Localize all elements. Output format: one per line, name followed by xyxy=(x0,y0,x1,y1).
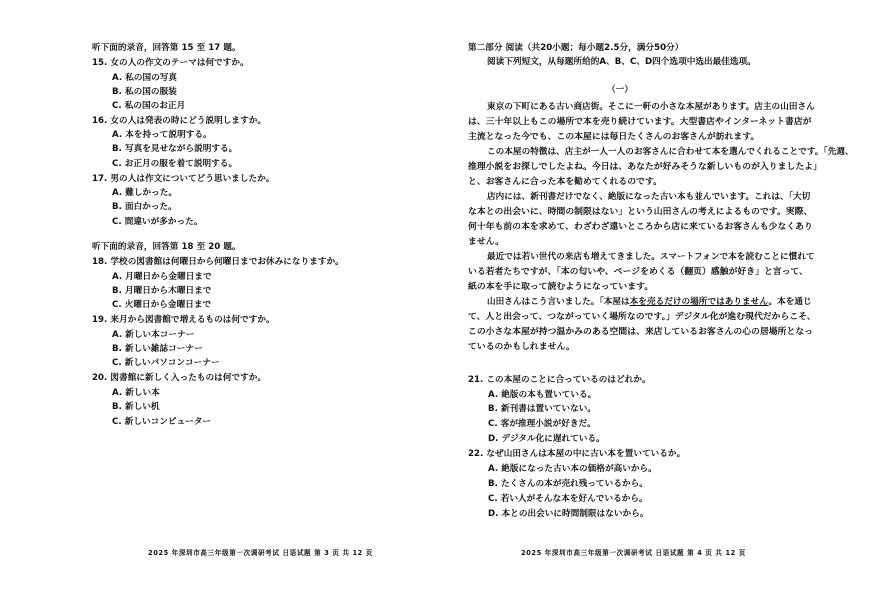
option-15a: A. 私の国の写真 xyxy=(112,73,178,83)
option-15b: B. 私の国の服装 xyxy=(112,87,177,97)
passage-number: （一） xyxy=(607,85,633,95)
question-15: 15. 女の人の作文のテーマは何ですか。 xyxy=(92,58,249,68)
option-17c: C. 間違いが多かった。 xyxy=(112,217,203,227)
passage-line: 店内には、新刊書だけでなく、絶版になった古い本も並んでいます。これは、「大切 xyxy=(487,192,811,202)
page-footer: 2025 年深圳市高三年级第一次调研考试 日语试题 第 3 页 共 12 页 xyxy=(148,549,373,557)
passage-line: 推理小説をお探しでしたよね。今日は、あなたが好みそうな新しいものが入りましたよ」 xyxy=(468,162,822,172)
passage-line: 最近では若い世代の来店も増えてきました。スマートフォンで本を読むことに慣れて xyxy=(487,252,815,262)
option-16a: A. 本を持って説明する。 xyxy=(112,130,212,140)
option-18a: A. 月曜日から金曜日まで xyxy=(112,272,212,282)
option-21b: B. 新刊書は置いていない。 xyxy=(488,404,597,414)
passage-line: ているのかもしれません。 xyxy=(468,342,575,352)
passage-line: 何十年も前の本を求めて、わざわざ遠いところから店に来ているお客さんも少なくあり xyxy=(468,222,813,232)
passage-line: て、人と出会って、つながっていく場所なのです。」デジタル化が進む現代だからこそ、 xyxy=(468,312,816,322)
option-16c: C. お正月の服を着て説明する。 xyxy=(112,159,238,169)
passage-line: は、三十年以上もこの場所で本を売り続けています。大型書店やインターネット書店が xyxy=(468,117,812,127)
option-18b: B. 月曜日から木曜日まで xyxy=(112,286,212,296)
option-17a: A. 難しかった。 xyxy=(112,188,178,198)
option-16b: B. 写真を見せながら説明する。 xyxy=(112,144,238,154)
option-21c: C. 客が推理小説が好きだ。 xyxy=(488,419,596,429)
passage-line: 紙の本を手に取って読むようになっています。 xyxy=(468,282,654,292)
option-20c: C. 新しいコンピューター xyxy=(112,417,212,427)
option-22b: B. たくさんの本が売れ残っているから。 xyxy=(488,479,648,489)
reading-instruction: 阅读下列短文，从每题所给的A、B、C、D四个选项中选出最佳选项。 xyxy=(487,57,756,67)
listening-section-intro-1: 听下面的录音，回答第 15 至 17 题。 xyxy=(92,43,241,53)
passage-line-underlined xyxy=(487,296,812,308)
option-21a: A. 絶版の本も置いている。 xyxy=(488,390,597,400)
right-page xyxy=(435,0,870,616)
part-title: 第二部分 阅读（共20小题；每小题2.5分，满分50分） xyxy=(468,43,684,53)
question-22: 22. なぜ山田さんは本屋の中に古い本を置いているか。 xyxy=(468,449,686,459)
passage-text: 。本を通じ xyxy=(768,297,812,307)
option-20a: A. 新しい本 xyxy=(112,388,160,398)
option-22c: C. 若い人がそんな本を好んでいるから。 xyxy=(488,494,648,504)
option-20b: B. 新しい机 xyxy=(112,402,160,412)
listening-section-intro-2: 听下面的录音，回答第 18 至 20 题。 xyxy=(92,242,241,252)
passage-text: 山田さんはこう言いました。「本屋は xyxy=(487,297,630,307)
underlined-phrase: 本を売るだけの場所ではありません xyxy=(629,297,769,307)
option-19a: A. 新しい本コーナー xyxy=(112,330,195,340)
option-19c: C. 新しいパソコンコーナー xyxy=(112,358,220,368)
question-18: 18. 学校の図書館は何曜日から何曜日までお休みになりますか。 xyxy=(92,257,344,267)
question-21: 21. この本屋のことに合っているのはどれか。 xyxy=(468,375,651,385)
passage-line: この小さな本屋が持つ温かみのある空間は、来店しているお客さんの心の居場所となっ xyxy=(468,327,814,337)
passage-line: いる若者たちですが、「本の匂いや、ページをめくる（翻页）感触が好き」と言って、 xyxy=(468,267,809,277)
passage-line: ません。 xyxy=(468,237,504,247)
question-17: 17. 男の人は作文についてどう思いましたか。 xyxy=(92,174,275,184)
page-footer: 2025 年深圳市高三年级第一次调研考试 日语试题 第 4 页 共 12 页 xyxy=(521,549,746,557)
passage-line: 主流となった今でも、この本屋には毎日たくさんのお客さんが訪れます。 xyxy=(468,132,760,142)
passage-line: 東京の下町にある古い商店街。そこに一軒の小さな本屋があります。店主の山田さん xyxy=(487,102,815,112)
option-21d: D. デジタル化に遅れている。 xyxy=(488,434,605,444)
option-15c: C. 私の国のお正月 xyxy=(112,101,186,111)
option-17b: B. 面白かった。 xyxy=(112,202,177,212)
question-20: 20. 図書館に新しく入ったものは何ですか。 xyxy=(92,373,267,383)
question-19: 19. 来月から図書館で増えるものは何ですか。 xyxy=(92,315,275,325)
option-19b: B. 新しい雑誌コーナー xyxy=(112,344,203,354)
option-18c: C. 火曜日から金曜日まで xyxy=(112,300,212,310)
option-22a: A. 絶版になった古い本の価格が高いから。 xyxy=(488,464,657,474)
passage-line: この本屋の特徴は、店主が一人一人のお客さんに合わせて本を選んでくれることです。「先週、 xyxy=(487,147,854,157)
question-16: 16. 女の人は発表の時にどう説明しますか。 xyxy=(92,116,267,126)
passage-line: と、お客さんに合った本を勧めてくれるのです。 xyxy=(468,177,662,187)
passage-line: な本との出会いに、時間の制限はない」という山田さんの考えによるものです。実際、 xyxy=(468,207,813,217)
option-22d: D. 本との出会いに時間制限はないから。 xyxy=(488,509,649,519)
